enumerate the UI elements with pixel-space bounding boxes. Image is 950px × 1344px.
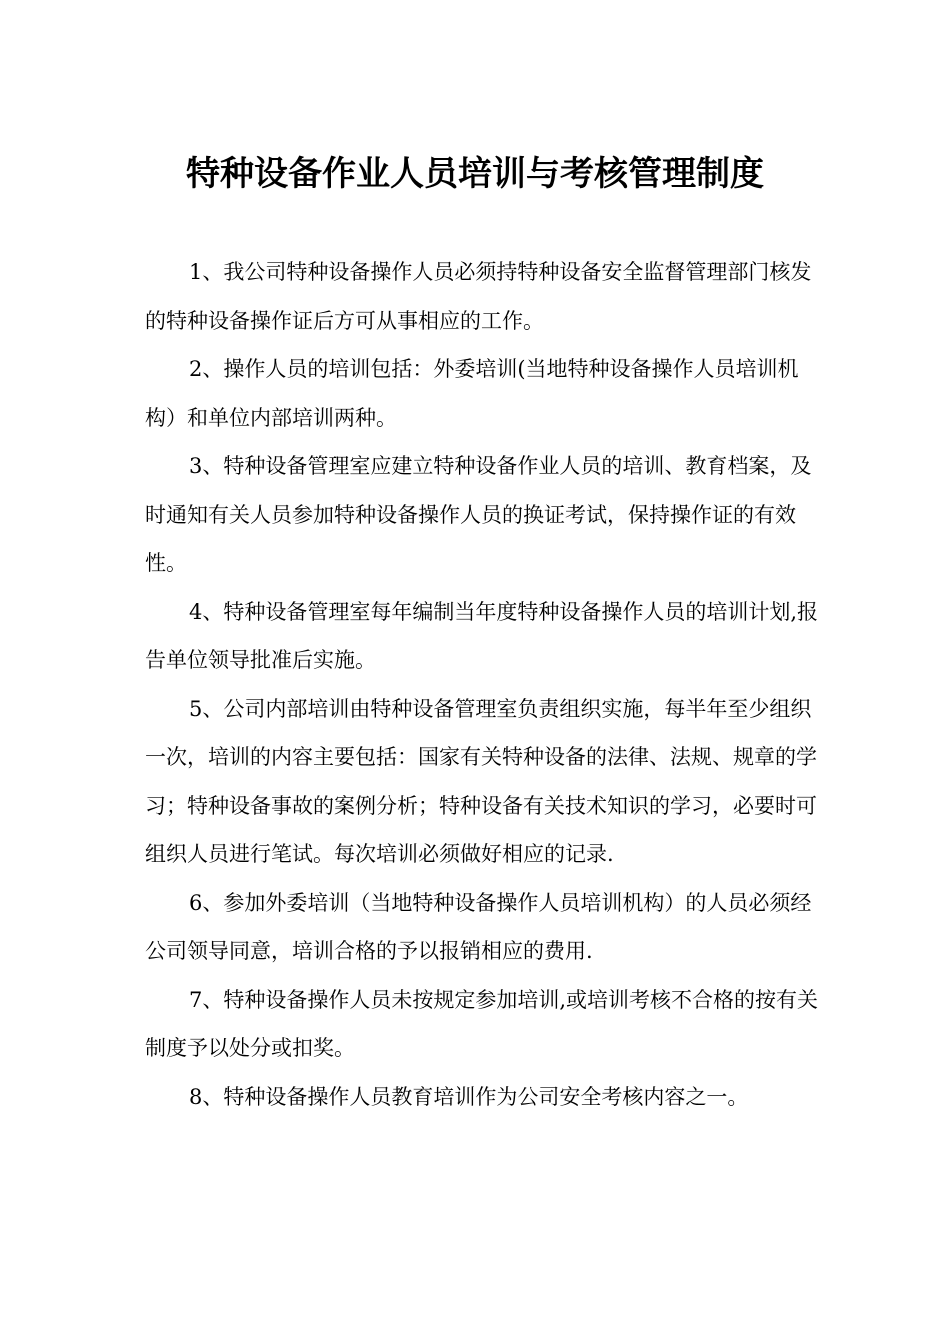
page-title: 特种设备作业人员培训与考核管理制度	[186, 154, 764, 194]
paragraph-1: 1、我公司特种设备操作人员必须持特种设备安全监督管理部门核发的特种设备操作证后方可从事相应的工作。	[145, 260, 812, 333]
paragraph-8: 8、特种设备操作人员教育培训作为公司安全考核内容之一。	[189, 1084, 749, 1109]
document-body	[145, 248, 825, 1121]
paragraph-7: 7、特种设备操作人员未按规定参加培训,或培训考核不合格的按有关制度予以处分或扣奖。	[145, 987, 819, 1060]
paragraph-5: 5、公司内部培训由特种设备管理室负责组织实施，每半年至少组织一次，培训的内容主要包括：国家有关特种设备的法律、法规、规章的学习；特种设备事故的案例分析；特种设备有关技术知识的学习，必要时可组织人员进行笔试。每次培训必须做好相应的记录.	[145, 696, 817, 866]
paragraph-4: 4、特种设备管理室每年编制当年度特种设备操作人员的培训计划,报告单位领导批准后实施。	[145, 599, 819, 672]
paragraph-2: 2、操作人员的培训包括：外委培训(当地特种设备操作人员培训机构）和单位内部培训两种。	[145, 357, 799, 430]
paragraph-3: 3、特种设备管理室应建立特种设备作业人员的培训、教育档案，及时通知有关人员参加特种设备操作人员的换证考试，保持操作证的有效性。	[145, 454, 812, 575]
paragraph-6: 6、参加外委培训（当地特种设备操作人员培训机构）的人员必须经公司领导同意，培训合格的予以报销相应的费用.	[145, 890, 812, 963]
